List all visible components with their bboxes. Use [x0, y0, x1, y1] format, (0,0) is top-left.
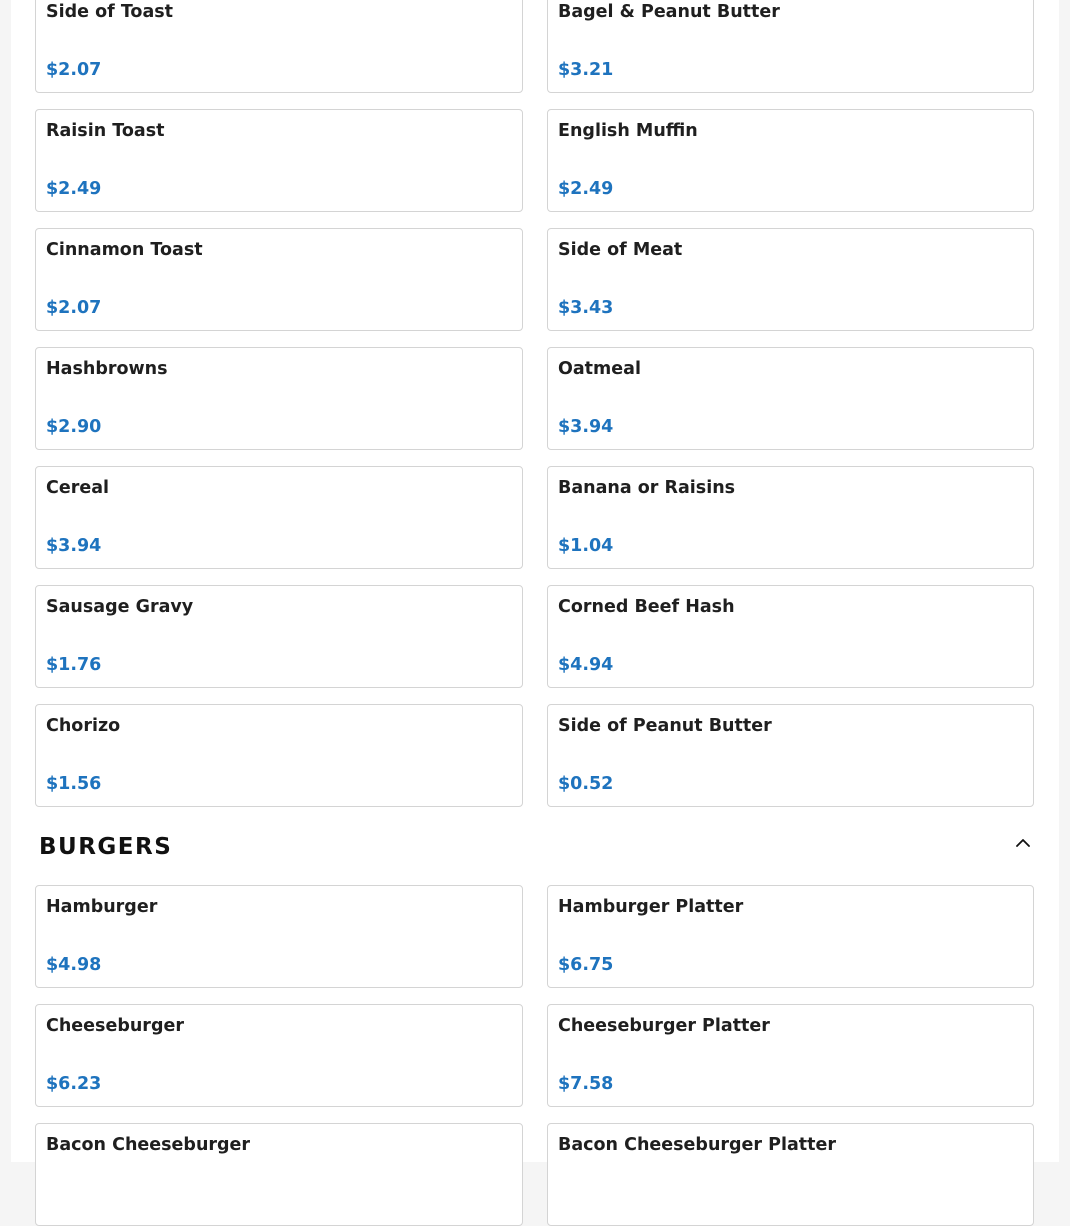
menu-item-name: Chorizo — [46, 716, 121, 736]
menu-item-card[interactable] — [35, 347, 523, 450]
menu-item-price: $2.07 — [46, 60, 102, 80]
menu-item-name: Banana or Raisins — [558, 478, 736, 498]
menu-item-price: $6.75 — [558, 955, 614, 975]
menu-item-price: $1.76 — [46, 655, 102, 675]
menu-item-price: $1.04 — [558, 536, 614, 556]
menu-item-price: $0.52 — [558, 774, 614, 794]
menu-item-name: Hashbrowns — [46, 359, 168, 379]
chevron-up-icon[interactable] — [1012, 832, 1034, 854]
menu-item-card[interactable] — [547, 885, 1034, 988]
menu-item-card[interactable] — [35, 0, 523, 93]
menu-item-name: Bagel & Peanut Butter — [558, 2, 780, 22]
menu-item-card[interactable] — [35, 228, 523, 331]
menu-item-price: $4.98 — [46, 955, 102, 975]
menu-item-name: Cereal — [46, 478, 110, 498]
menu-item-price: $4.94 — [558, 655, 614, 675]
menu-item-price: $7.58 — [558, 1074, 614, 1094]
menu-item-card[interactable] — [547, 228, 1034, 331]
menu-item-name: Oatmeal — [558, 359, 641, 379]
menu-item-price: $2.49 — [46, 179, 102, 199]
menu-item-price: $3.94 — [46, 536, 102, 556]
menu-item-card[interactable] — [547, 0, 1034, 93]
menu-item-name: Corned Beef Hash — [558, 597, 735, 617]
menu-item-price: $2.90 — [46, 417, 102, 437]
menu-item-price: $2.49 — [558, 179, 614, 199]
menu-item-price: $3.94 — [558, 417, 614, 437]
menu-item-name: Side of Meat — [558, 240, 683, 260]
menu-item-card[interactable] — [547, 1004, 1034, 1107]
menu-item-price: $1.56 — [46, 774, 102, 794]
menu-item-card[interactable] — [547, 585, 1034, 688]
menu-item-price: $3.21 — [558, 60, 614, 80]
menu-item-card[interactable] — [35, 885, 523, 988]
menu-item-name: Hamburger Platter — [558, 897, 744, 917]
menu-item-price: $2.07 — [46, 298, 102, 318]
menu-item-name: English Muffin — [558, 121, 698, 141]
menu-item-price: $3.43 — [558, 298, 614, 318]
burgers-item-grid — [35, 885, 1034, 1226]
menu-item-card[interactable] — [547, 347, 1034, 450]
menu-item-card[interactable] — [547, 109, 1034, 212]
menu-item-name: Side of Peanut Butter — [558, 716, 772, 736]
menu-item-name: Sausage Gravy — [46, 597, 194, 617]
menu-item-card[interactable] — [35, 1123, 523, 1226]
section-title: BURGERS — [39, 834, 173, 860]
burgers-section-header[interactable] — [35, 824, 1034, 876]
menu-item-name: Cheeseburger — [46, 1016, 184, 1036]
menu-item-card[interactable] — [35, 109, 523, 212]
menu-page — [11, 0, 1059, 1162]
menu-item-price: $6.23 — [46, 1074, 102, 1094]
menu-item-card[interactable] — [547, 466, 1034, 569]
menu-item-name: Bacon Cheeseburger Platter — [558, 1135, 837, 1155]
menu-item-name: Cinnamon Toast — [46, 240, 203, 260]
menu-item-grid — [35, 0, 1034, 807]
menu-item-card[interactable] — [35, 585, 523, 688]
menu-item-card[interactable] — [547, 704, 1034, 807]
menu-item-name: Cheeseburger Platter — [558, 1016, 770, 1036]
menu-item-name: Hamburger — [46, 897, 158, 917]
menu-item-card[interactable] — [35, 704, 523, 807]
menu-item-name: Raisin Toast — [46, 121, 165, 141]
menu-item-card[interactable] — [35, 1004, 523, 1107]
menu-item-card[interactable] — [35, 466, 523, 569]
menu-item-name: Bacon Cheeseburger — [46, 1135, 251, 1155]
menu-item-card[interactable] — [547, 1123, 1034, 1226]
menu-item-name: Side of Toast — [46, 2, 174, 22]
